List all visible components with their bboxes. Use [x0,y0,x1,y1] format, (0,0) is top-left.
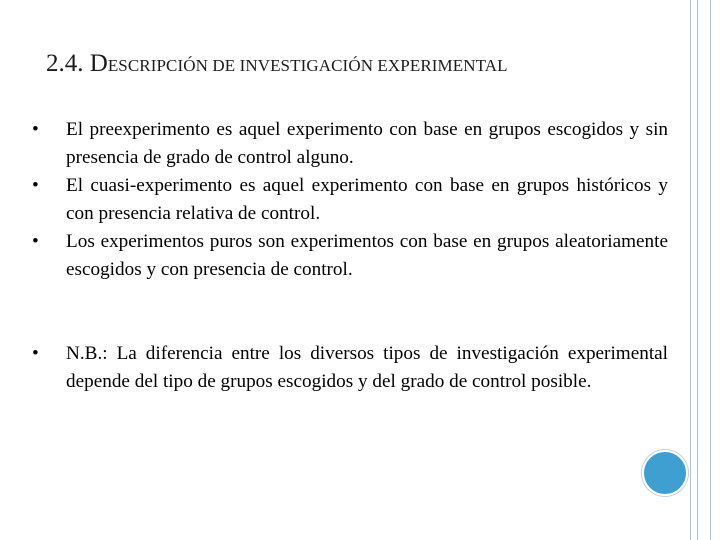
decorative-rule-middle [697,0,698,540]
slide-title [46,50,508,78]
spacer [26,284,668,340]
slide-title-part-1: ESCRIPCIÓN DE [107,56,240,75]
bullet-text: El cuasi-experimento es aquel experimento con base en grupos históricos y con presencia relativa de control. [66,175,668,224]
bullet-item [26,172,668,228]
decorative-rule-left [690,0,691,540]
bullet-marker: • [32,119,39,140]
bullet-list [26,116,668,396]
slide-title-number: 2.4. D [46,50,108,77]
bullet-text: Los experimentos puros son experimentos con base en grupos aleatoriamente escogidos y con presencia de control. [66,231,668,280]
decorative-circle [642,450,688,496]
bullet-text: N.B.: La diferencia entre los diversos tipos de investigación experimental depende del tipo de grupos escogidos y del grado de control posible. [66,343,668,392]
bullet-text: El preexperimento es aquel experimento con base en grupos escogidos y sin presencia de grado de control alguno. [66,119,668,168]
bullet-item [26,228,668,284]
bullet-marker: • [32,231,39,252]
bullet-item [26,340,668,396]
slide-title-part-2: INVESTIGACIÓN EXPERIMENTAL [239,56,508,75]
bullet-marker: • [32,343,39,364]
decorative-rule-right [710,0,711,540]
bullet-marker: • [32,175,39,196]
bullet-item [26,116,668,172]
